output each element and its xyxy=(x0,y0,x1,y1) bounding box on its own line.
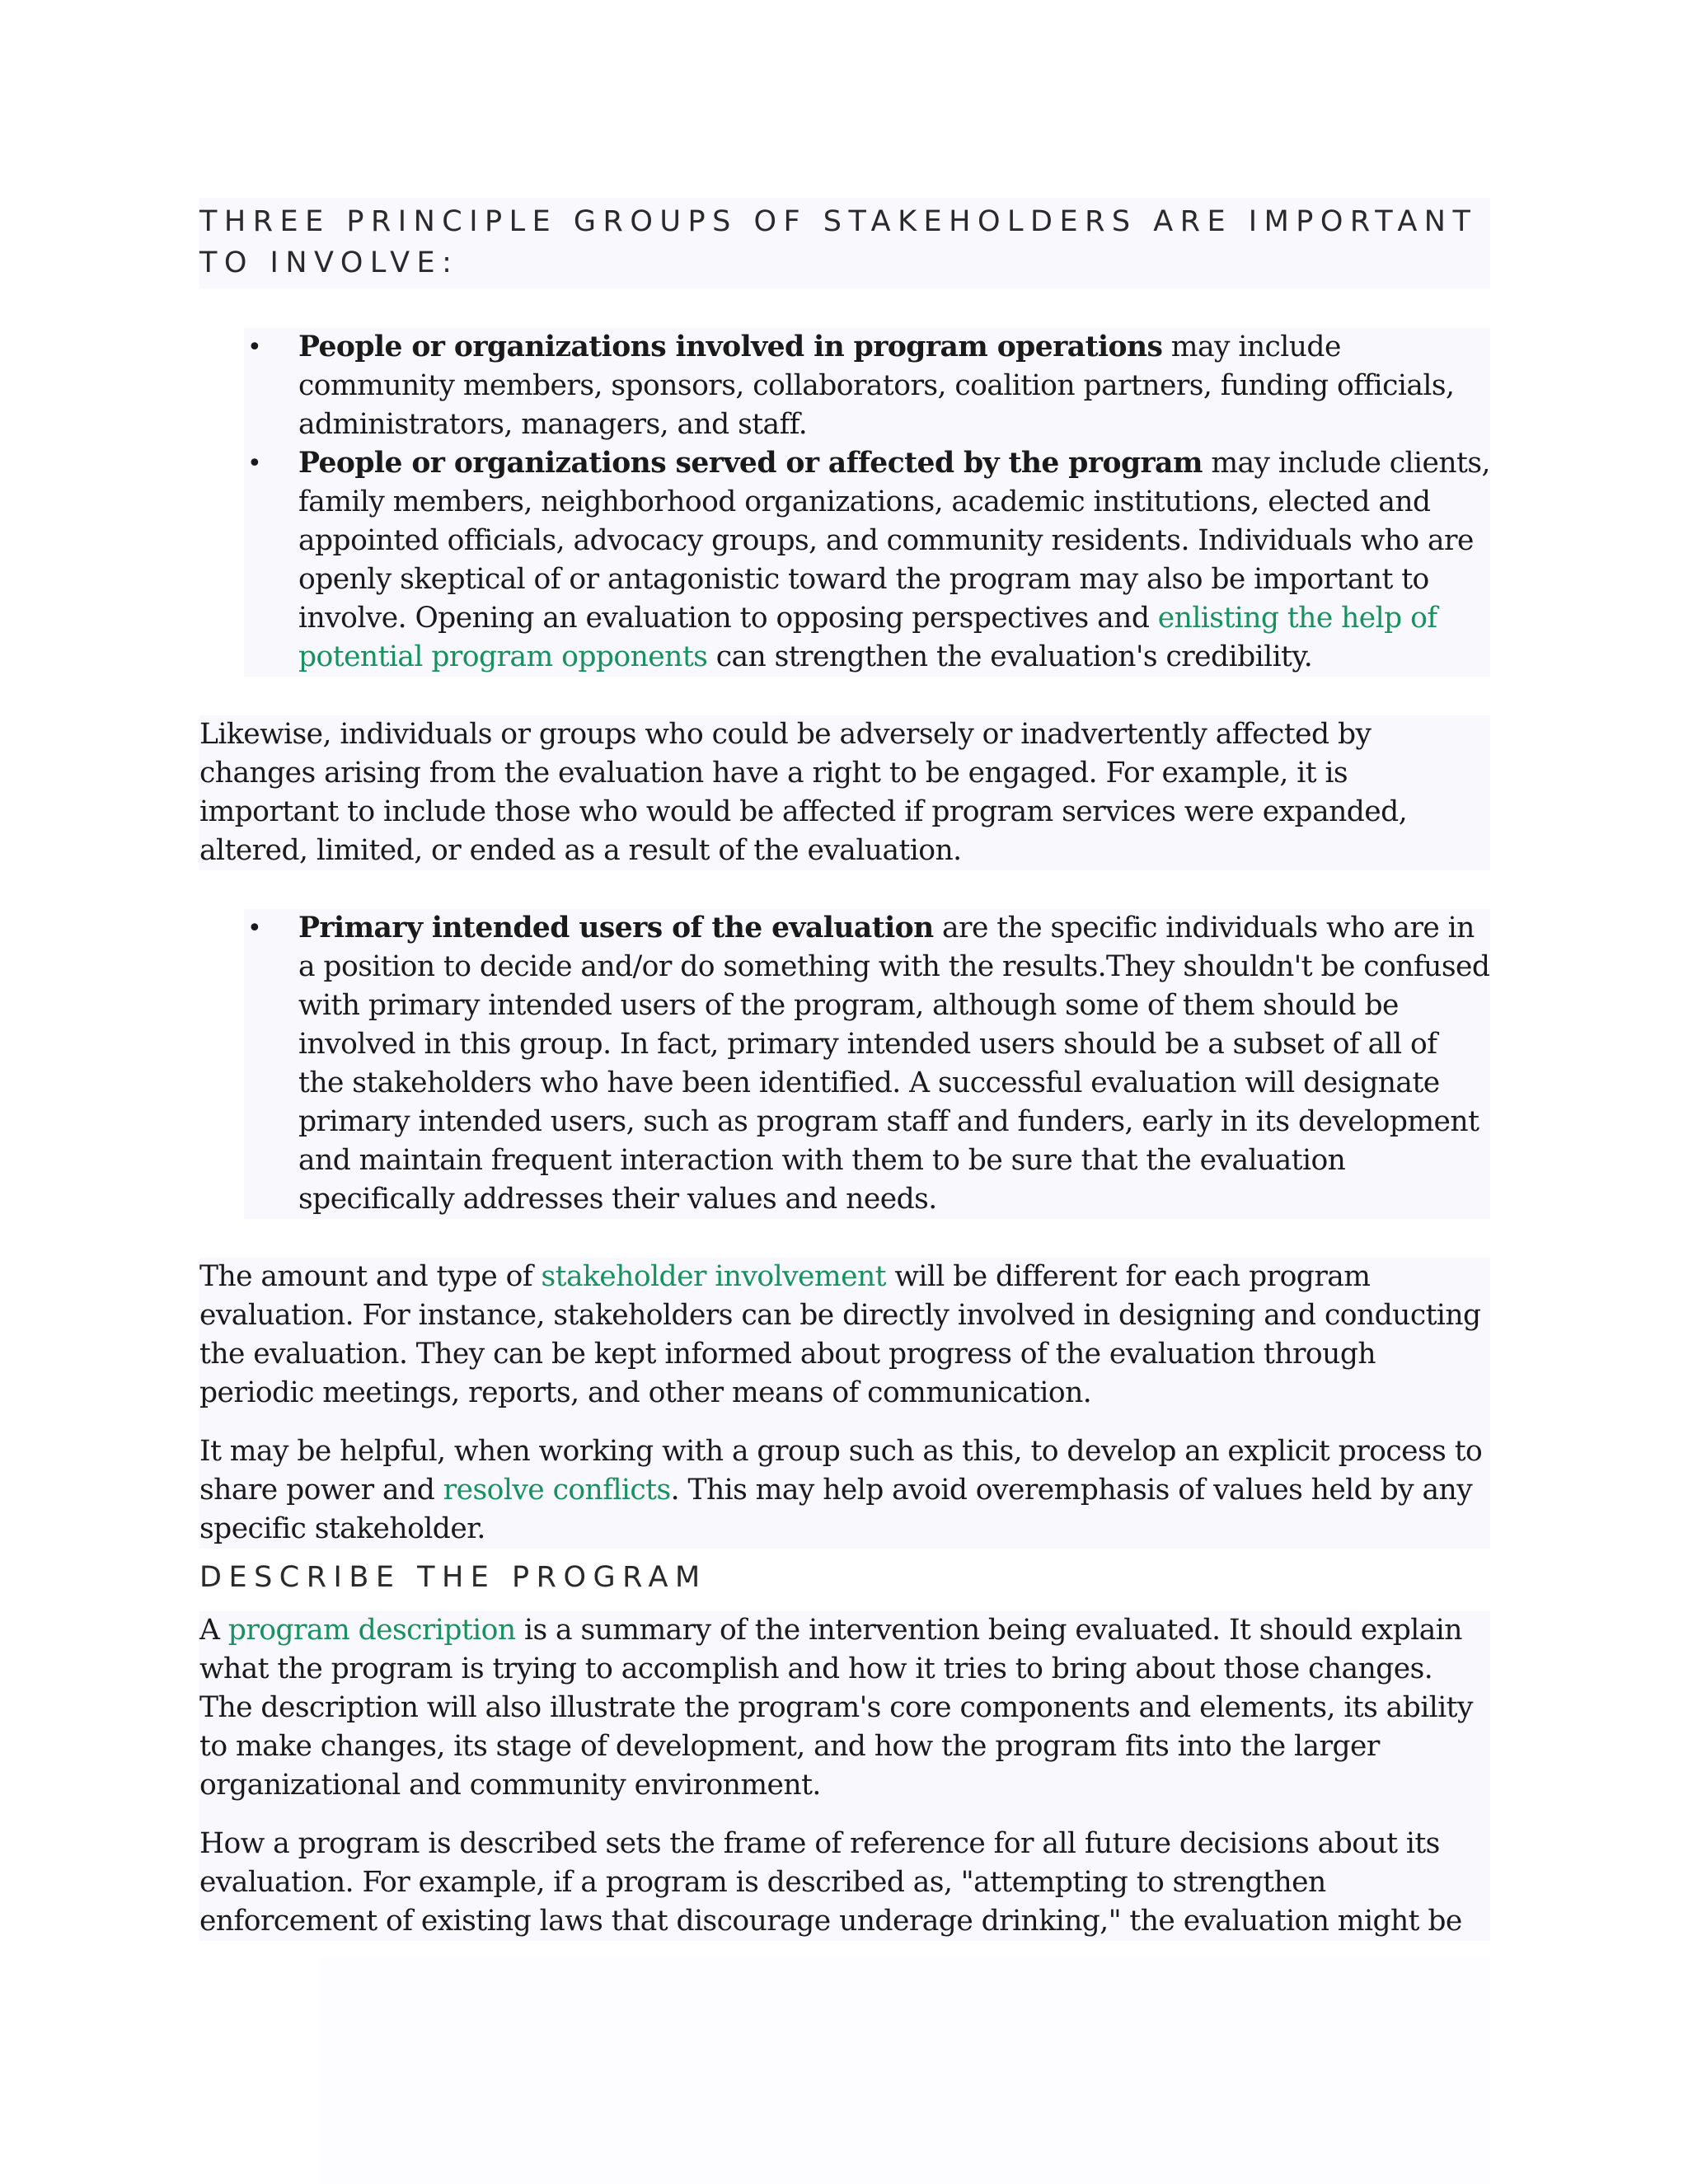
list-item-term: People or organizations involved in program operations xyxy=(298,330,1163,363)
paragraph-how-described: How a program is described sets the frame of reference for all future decisions about its evaluation. For example, if a program is described as, "attempting to strengthen enforcement of existing laws that discourage underage drinking," the evaluation might be xyxy=(199,1827,1462,1938)
stakeholder-involvement-section xyxy=(199,1258,1490,1549)
paragraph-text: It may be helpful, when working with a group such as this, to develop an explicit process to share power and xyxy=(199,1435,1483,1507)
paragraph-text: The amount and type of xyxy=(199,1260,542,1293)
paragraph-text: will be different for each program evaluation. For instance, stakeholders can be directly involved in designing and conducting the evaluation. They can be kept informed about progress of the evaluation through periodic meetings, reports, and other means of communication. xyxy=(199,1260,1481,1409)
list-item-served-by-program xyxy=(247,444,1490,677)
link-resolve-conflicts[interactable]: resolve conflicts xyxy=(443,1474,671,1507)
list-item-text: are the specific individuals who are in a position to decide and/or do something with the results.They shouldn't be confused with primary intended users of the program, although some of them should be involved in this group. In fact, primary intended users should be a subset of all of the stakeholders who have been identified. A successful evaluation will designate primary intended users, such as program staff and funders, early in its development and maintain frequent interaction with them to be sure that the evaluation specifically addresses their values and needs. xyxy=(298,912,1490,1216)
list-item-term: Primary intended users of the evaluation xyxy=(298,912,934,944)
link-program-description[interactable]: program description xyxy=(227,1614,516,1647)
list-item-program-operations xyxy=(247,328,1490,444)
paragraph-text: . This may help avoid overemphasis of values held by any specific stakeholder. xyxy=(199,1474,1473,1545)
paragraph-program-description xyxy=(199,1611,1490,1805)
paragraph-text: is a summary of the intervention being evaluated. It should explain what the program is trying to accomplish and how it tries to bring about those changes. The description will also illustrate the program's core components and elements, its ability to make changes, its stage of development, and how the program fits into the larger organizational and community environment. xyxy=(199,1614,1473,1802)
paragraph-text: A xyxy=(199,1614,228,1647)
stakeholder-groups-list xyxy=(244,328,1490,677)
list-item-primary-users xyxy=(247,909,1490,1219)
list-item-text-after: can strengthen the evaluation's credibility. xyxy=(707,640,1313,673)
list-item-text: may include clients, family members, neighborhood organizations, academic institutions, elected and appointed officials, advocacy groups, and community residents. Individuals who are openly skeptical of or antagonistic toward the program may also be important to involve. Opening an evaluation to opposing perspectives and xyxy=(298,447,1490,635)
paragraph-likewise: Likewise, individuals or groups who could be adversely or inadvertently affected by changes arising from the evaluation have a right to be engaged. For example, it is important to include those who would be affected if program services were expanded, altered, limited, or ended as a result of the evaluation. xyxy=(199,715,1490,870)
bullet-icon: • xyxy=(247,914,262,943)
document-content xyxy=(199,198,1490,1941)
link-stakeholder-involvement[interactable]: stakeholder involvement xyxy=(541,1260,886,1293)
bullet-icon: • xyxy=(247,449,262,478)
section-heading-stakeholder-groups: THREE PRINCIPLE GROUPS OF STAKEHOLDERS ARE IMPORTANT TO INVOLVE: xyxy=(199,198,1490,288)
paragraph-amount-and-type xyxy=(199,1258,1490,1413)
section-heading-describe-program: DESCRIBE THE PROGRAM xyxy=(199,1557,1490,1598)
paragraph-helpful xyxy=(199,1432,1490,1549)
page-shading xyxy=(320,1957,1490,2184)
bullet-icon: • xyxy=(247,333,262,362)
describe-program-section xyxy=(199,1611,1490,1941)
primary-users-list xyxy=(244,909,1490,1219)
link-enlisting-opponents[interactable]: enlisting the help of potential program opponents xyxy=(298,602,1437,673)
list-item-text: may include community members, sponsors, collaborators, coalition partners, funding officials, administrators, managers, and staff. xyxy=(298,330,1455,441)
list-item-term: People or organizations served or affected by the program xyxy=(298,447,1203,480)
